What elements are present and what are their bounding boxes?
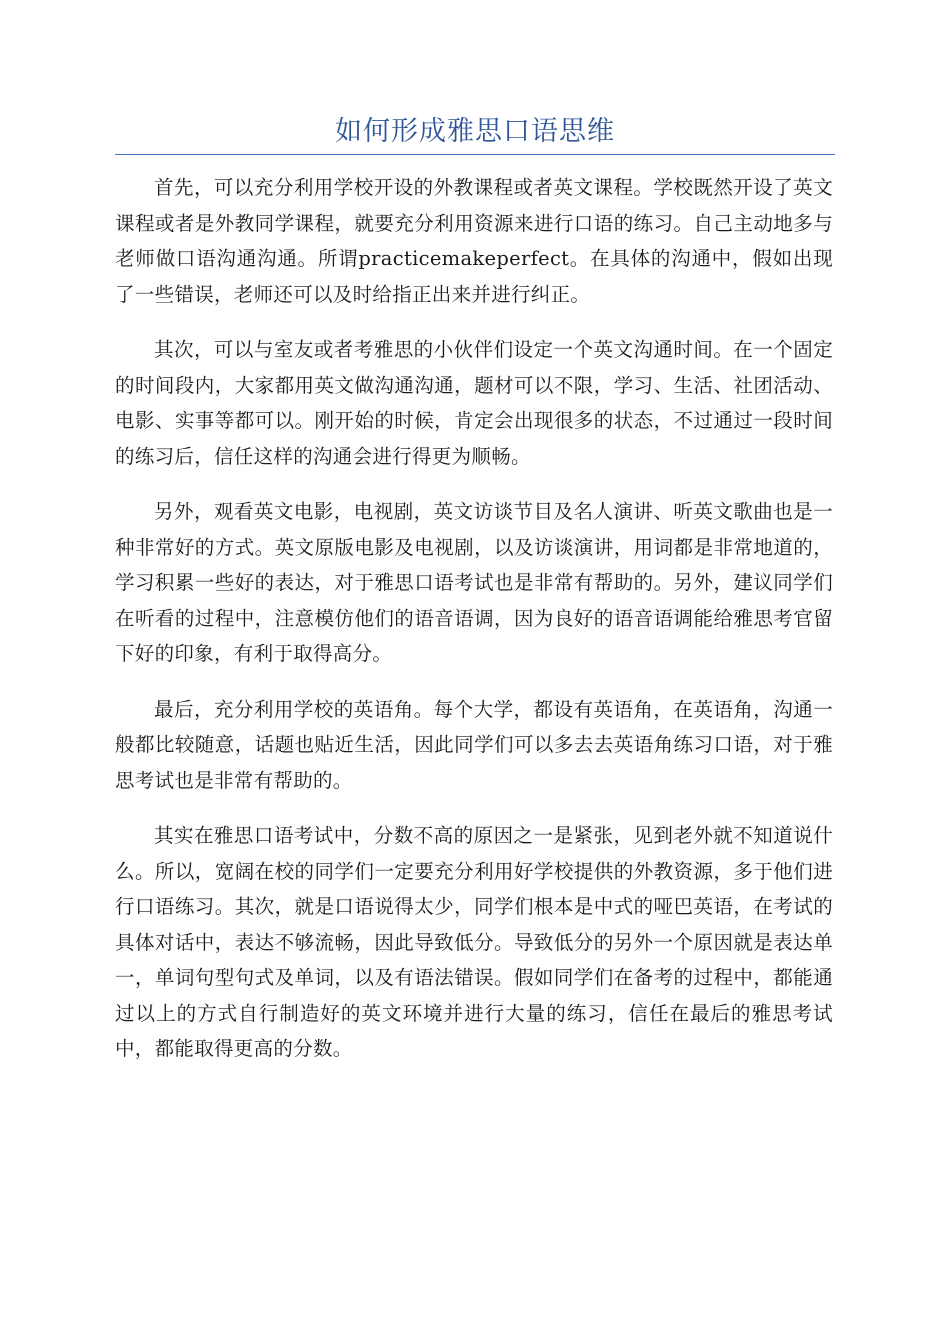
paragraph-4: 最后，充分利用学校的英语角。每个大学，都设有英语角，在英语角，沟通一般都比较随意，话题也贴近生活，因此同学们可以多去去英语角练习口语，对于雅思考试也是非常有帮助的。 <box>115 697 833 792</box>
title-underline <box>115 154 835 155</box>
paragraph-5: 其实在雅思口语考试中，分数不高的原因之一是紧张，见到老外就不知道说什么。所以，宽阔在校的同学们一定要充分利用好学校提供的外教资源，多于他们进行口语练习。其次，就是口语说得太少，同学们根本是中式的哑巴英语，在考试的具体对话中，表达不够流畅，因此导致低分。导致低分的另外一个原因就是表达单一，单词句型句式及单词，以及有语法错误。假如同学们在备考的过程中，都能通过以上的方式自行制造好的英文环境并进行大量的练习，信任在最后的雅思考试中，都能取得更高的分数。 <box>115 824 833 1060</box>
document-body <box>115 170 833 1087</box>
document-title: 如何形成雅思口语思维 <box>335 116 615 147</box>
paragraph-2: 其次，可以与室友或者考雅思的小伙伴们设定一个英文沟通时间。在一个固定的时间段内，大家都用英文做沟通沟通，题材可以不限，学习、生活、社团活动、电影、实事等都可以。刚开始的时候，肯定会出现很多的状态，不过通过一段时间的练习后，信任这样的沟通会进行得更为顺畅。 <box>115 338 833 468</box>
paragraph-3: 另外，观看英文电影，电视剧，英文访谈节目及名人演讲、听英文歌曲也是一种非常好的方式。英文原版电影及电视剧，以及访谈演讲，用词都是非常地道的，学习积累一些好的表达，对于雅思口语考试也是非常有帮助的。另外，建议同学们在听看的过程中，注意模仿他们的语音语调，因为良好的语音语调能给雅思考官留下好的印象，有利于取得高分。 <box>115 500 833 665</box>
paragraph-1: 首先，可以充分利用学校开设的外教课程或者英文课程。学校既然开设了英文课程或者是外教同学课程，就要充分利用资源来进行口语的练习。自己主动地多与老师做口语沟通沟通。所谓practicemakeperfect。在具体的沟通中，假如出现了一些错误，老师还可以及时给指正出来并进行纠正。 <box>115 176 833 306</box>
